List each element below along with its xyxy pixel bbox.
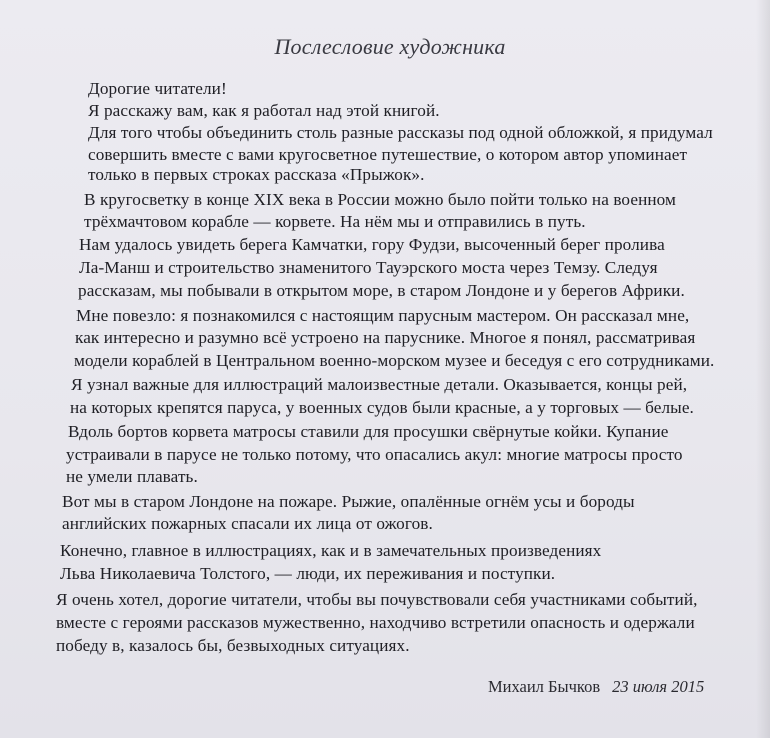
text-line: Мне повезло: я познакомился с настоящим парусным мастером. Он рассказал мне, — [76, 306, 690, 325]
signature-block — [488, 677, 704, 697]
text-line: Конечно, главное в иллюстрациях, как и в замечательных произведениях — [60, 541, 602, 560]
text-line: Ла-Манш и строительство знаменитого Тауэрского моста через Темзу. Следуя — [79, 258, 658, 277]
text-line: устраивали в парусе не только потому, что опасались акул: многие матросы просто — [66, 445, 683, 464]
signature-date: 23 июля 2015 — [612, 677, 705, 696]
text-line: В кругосветку в конце XIX века в России можно было пойти только на военном — [84, 190, 677, 209]
text-line: только в первых строках рассказа «Прыжок». — [88, 165, 425, 184]
text-line: Нам удалось увидеть берега Камчатки, гору Фудзи, высоченный берег пролива — [79, 235, 665, 254]
text-line: на которых крепятся паруса, у военных судов были красные, а у торговых — белые. — [70, 398, 694, 417]
text-line: Дорогие читатели! — [88, 79, 227, 98]
page-title: Послесловие художника — [274, 34, 506, 59]
text-line: не умели плавать. — [66, 467, 198, 486]
text-line: победу в, казалось бы, безвыходных ситуациях. — [56, 636, 410, 655]
text-line: рассказам, мы побывали в открытом море, в старом Лондоне и у берегов Африки. — [78, 281, 685, 300]
text-line: Вдоль бортов корвета матросы ставили для просушки свёрнутые койки. Купание — [68, 422, 669, 441]
text-line: Я очень хотел, дорогие читатели, чтобы вы почувствовали себя участниками событий, — [56, 590, 698, 609]
text-line: Льва Николаевича Толстого, — люди, их переживания и поступки. — [60, 564, 556, 583]
text-line: вместе с героями рассказов мужественно, находчиво встретили опасность и одержали — [56, 613, 695, 632]
text-line: английских пожарных спасали их лица от ожогов. — [62, 514, 433, 533]
text-line: модели кораблей в Центральном военно-морском музее и беседуя с его сотрудниками. — [74, 351, 715, 370]
text-line: совершить вместе с вами кругосветное путешествие, о котором автор упоминает — [88, 145, 688, 164]
text-line: Я расскажу вам, как я работал над этой книгой. — [88, 101, 440, 120]
text-line: Вот мы в старом Лондоне на пожаре. Рыжие, опалённые огнём усы и бороды — [62, 492, 635, 511]
text-line: трёхмачтовом корабле — корвете. На нём мы и отправились в путь. — [84, 212, 586, 231]
text-line: как интересно и разумно всё устроено на паруснике. Многое я понял, рассматривая — [75, 328, 696, 347]
author-name: Михаил Бычков — [488, 677, 601, 696]
text-line: Я узнал важные для иллюстраций малоизвестные детали. Оказывается, концы рей, — [71, 375, 688, 394]
text-line: Для того чтобы объединить столь разные рассказы под одной обложкой, я придумал — [88, 123, 713, 142]
